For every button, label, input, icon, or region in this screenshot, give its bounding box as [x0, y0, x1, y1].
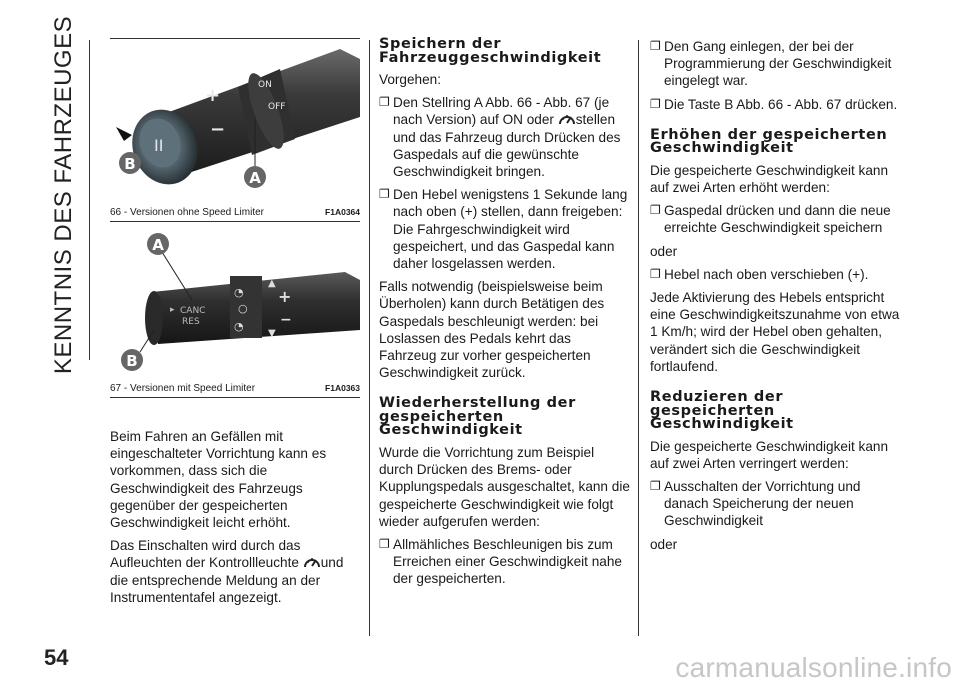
list-item: ❐ Die Taste B Abb. 66 - Abb. 67 drücken. — [650, 96, 902, 113]
list-item: ❐ Allmähliches Beschleunigen bis zum Erreichen einer Geschwindigkeit nahe der gespeicherten. — [379, 536, 631, 588]
watermark: carmanualsonline.info — [675, 652, 952, 683]
column-3-text — [650, 38, 902, 559]
column-divider-1 — [369, 40, 370, 636]
list-item: ❐ Den Gang einlegen, der bei der Programmierung der Geschwindigkeit eingelegt war. — [650, 38, 902, 90]
svg-text:CANC: CANC — [180, 306, 206, 316]
paragraph: Beim Fahren an Gefällen mit eingeschalteter Vorrichtung kann es vorkommen, dass sich die Geschwindigkeit des Fahrzeugs gegenüber der gespeicherten Geschwindigkeit leicht erhöht. — [110, 429, 327, 531]
section-title-vertical — [44, 15, 84, 375]
svg-text:II: II — [154, 136, 164, 155]
list-item: ❐ Gaspedal drücken und dann die neue erreichte Geschwindigkeit speichern — [650, 202, 902, 236]
svg-text:+: + — [205, 85, 221, 106]
svg-text:RES: RES — [182, 317, 200, 327]
svg-text:B: B — [124, 155, 136, 173]
list-item: ❐ Den Stellring A Abb. 66 - Abb. 67 (je nach Version) auf ON oder stellen und das Fahrzeug durch Drücken des Gaspedals auf die gewünschte Geschwindigkeit bringen. — [379, 94, 631, 180]
lever-illustration-67 — [110, 222, 360, 372]
svg-text:A: A — [152, 236, 164, 254]
list-item: ❐ Den Hebel wenigstens 1 Sekunde lang nach oben (+) stellen, dann freigeben: Die Fahrgeschwindigkeit wird gespeichert, und das Gaspedal kann daher losgelassen werden. — [379, 186, 631, 272]
svg-text:+: + — [278, 287, 292, 306]
paragraph: Wurde die Vorrichtung zum Beispiel durch Drücken des Brems- oder Kupplungspedals ausgeschaltet, kann die gespeicherte Geschwindigkeit wie folgt wieder aufgerufen werden: — [379, 444, 630, 529]
paragraph: oder — [650, 536, 678, 552]
section-title-text: KENNTNIS DES FAHRZEUGES — [50, 15, 77, 375]
section-heading: Erhöhen der gespeicherten Geschwindigkeit — [650, 126, 888, 157]
svg-text:A: A — [249, 169, 261, 187]
paragraph: Das Einschalten wird durch das Aufleuchten der Kontrollleuchte und die entsprechende Meldung an der Instrumententafel angezeigt. — [110, 538, 344, 605]
list-item: ❐ Ausschalten der Vorrichtung und danach Speicherung der neuen Geschwindigkeit — [650, 478, 902, 530]
section-heading: Reduzieren der gespeicherten Geschwindigkeit — [650, 389, 794, 433]
svg-text:○: ○ — [238, 302, 248, 315]
paragraph: Die gespeicherte Geschwindigkeit kann auf zwei Arten verringert werden: — [650, 438, 889, 471]
column-divider-2 — [638, 40, 639, 636]
figure-66 — [110, 38, 360, 222]
svg-text:▼: ▼ — [268, 328, 276, 339]
section-heading: Speichern der Fahrzeuggeschwindigkeit — [379, 36, 602, 66]
paragraph: Die gespeicherte Geschwindigkeit kann auf zwei Arten erhöht werden: — [650, 162, 889, 196]
svg-text:ON: ON — [258, 80, 272, 90]
paragraph: Vorgehen: — [379, 72, 441, 87]
figure-66-caption: 66 - Versionen ohne Speed Limiter F1A0364 — [110, 204, 360, 222]
svg-text:▲: ▲ — [268, 278, 276, 289]
figure-67-caption: 67 - Versionen mit Speed Limiter F1A0363 — [110, 377, 360, 398]
svg-text:◔: ◔ — [234, 286, 244, 299]
svg-text:B: B — [126, 352, 138, 370]
svg-text:OFF: OFF — [268, 102, 286, 112]
column-1-text — [110, 428, 360, 612]
page-number: 54 — [44, 645, 69, 670]
svg-text:▸: ▸ — [170, 305, 175, 315]
svg-text:◔: ◔ — [234, 320, 244, 333]
section-heading: Wiederherstellung der gespeicherten Geschwindigkeit — [379, 395, 576, 439]
svg-text:−: − — [280, 312, 292, 328]
paragraph: Jede Aktivierung des Hebels entspricht eine Geschwindigkeitszunahme von etwa 1 Km/h; wird der Hebel oben gehalten, verändert sich die Geschwindigkeit fortlaufend. — [650, 290, 900, 374]
column-2-text — [379, 38, 631, 594]
cruise-control-icon — [558, 112, 576, 126]
paragraph: Falls notwendig (beispielsweise beim Überholen) kann durch Betätigen des Gaspedals beschleunigt werden: bei Loslassen des Pedals kehrt das Fahrzeug zur vorher gespeicherten Geschwindigkeit zurück. — [379, 279, 605, 381]
paragraph: oder — [650, 243, 678, 259]
lever-illustration-66 — [110, 39, 360, 199]
cruise-control-warning-icon — [303, 555, 321, 569]
svg-text:−: − — [210, 119, 226, 140]
sidebar-divider — [89, 40, 90, 360]
list-item: ❐ Hebel nach oben verschieben (+). — [650, 266, 902, 283]
figure-67 — [110, 222, 360, 398]
